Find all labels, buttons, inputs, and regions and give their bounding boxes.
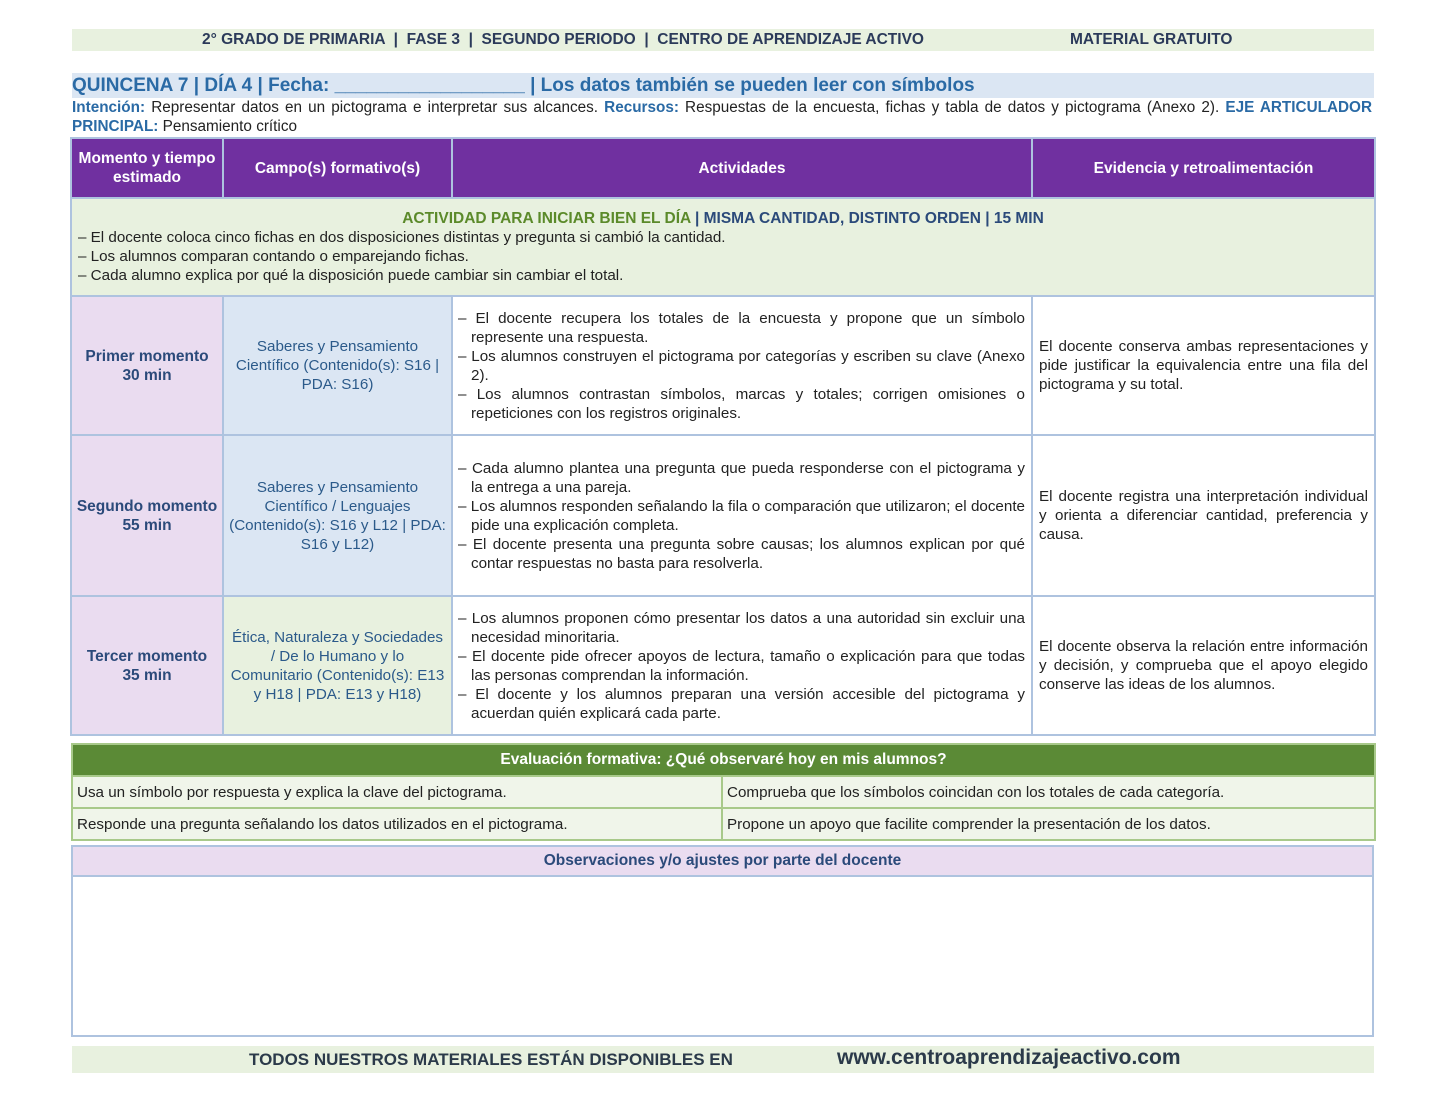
campo-cell: Saberes y Pensamiento Científico (Contenido(s): S16 | PDA: S16) [223,296,452,435]
evaluation-cell: Usa un símbolo por respuesta y explica la clave del pictograma. [72,776,722,808]
list-item: – El docente presenta una pregunta sobre causas; los alumnos explican por qué contar respuestas no basta para resolverla. [458,535,1025,572]
list-item: – Cada alumno explica por qué la disposición puede cambiar sin cambiar el total. [78,267,624,284]
evaluation-cell: Comprueba que los símbolos coincidan con los totales de cada categoría. [722,776,1375,808]
evaluation-title: Evaluación formativa: ¿Qué observaré hoy en mis alumnos? [72,744,1375,776]
list-item: – Los alumnos comparan contando o emparejando fichas. [78,248,469,265]
footer-url-link[interactable]: www.centroaprendizajeactivo.com [837,1046,1181,1069]
list-item: – Los alumnos contrastan símbolos, marcas y totales; corrigen omisiones o repeticiones con los registros originales. [458,385,1025,422]
evidence-cell: El docente observa la relación entre información y decisión, y comprueba que el apoyo elegido conserve las ideas de los alumnos. [1032,596,1375,735]
moment-cell [71,296,223,435]
campo-cell: Saberes y Pensamiento Científico / Lenguajes (Contenido(s): S16 y L12 | PDA: S16 y L12) [223,435,452,596]
evidence-cell: El docente conserva ambas representaciones y pide justificar la equivalencia entre una fila del pictograma y su total. [1032,296,1375,435]
eje-label: EJE ARTICULADOR PRINCIPAL: [72,99,1372,135]
list-item: – El docente y los alumnos preparan una versión accesible del pictograma y acuerdan quién explicará cada parte. [458,685,1025,722]
page-title: QUINCENA 7 | DÍA 4 | Fecha: __________________ | Los datos también se pueden leer con símbolos [72,73,1374,98]
list-item: – El docente pide ofrecer apoyos de lectura, tamaño o explicación para que todas las personas comprendan la información. [458,647,1025,684]
table-row [72,808,1375,840]
start-title-blue: | MISMA CANTIDAD, DISTINTO ORDEN | 15 MIN [690,210,1044,227]
list-item: – Los alumnos responden señalando la fila o comparación que utilizaron; el docente pide una explicación completa. [458,497,1025,534]
header-campo: Campo(s) formativo(s) [223,138,452,198]
start-title-green: ACTIVIDAD PARA INICIAR BIEN EL DÍA [402,210,691,227]
list-item: – Los alumnos proponen cómo presentar los datos a una autoridad sin excluir una necesidad minoritaria. [458,609,1025,646]
moment-label: Segundo momento [76,497,218,515]
header-moment: Momento y tiempo estimado [71,138,223,198]
start-activity-title [78,209,1368,228]
recursos-label: Recursos: [604,99,679,116]
header-evidence: Evidencia y retroalimentación [1032,138,1375,198]
moment-label: Primer momento [85,347,209,365]
header-bar [72,29,1374,51]
observations-box[interactable] [71,875,1374,1037]
campo-cell: Ética, Naturaleza y Sociedades / De lo Humano y lo Comunitario (Contenido(s): E13 y H18 | PDA: E13 y H18) [223,596,452,735]
header-activities: Actividades [452,138,1032,198]
activities-cell [452,296,1032,435]
evaluation-cell: Propone un apoyo que facilite comprender la presentación de los datos. [722,808,1375,840]
start-activity-row [71,198,1375,296]
recursos-text: Respuestas de la encuesta, fichas y tabla de datos y pictograma (Anexo 2). [678,99,1226,116]
table-row [71,435,1375,596]
table-row [72,776,1375,808]
list-item: – Cada alumno plantea una pregunta que pueda responderse con el pictograma y la entrega a una pareja. [458,459,1025,496]
list-item: – El docente coloca cinco fichas en dos disposiciones distintas y pregunta si cambió la cantidad. [78,229,726,246]
moment-cell [71,596,223,735]
start-activity [71,198,1375,296]
header-grade-info: 2° GRADO DE PRIMARIA | FASE 3 | SEGUNDO PERIODO | CENTRO DE APRENDIZAJE ACTIVO [202,31,924,48]
moment-time: 35 min [122,666,172,684]
moment-time: 55 min [122,516,172,534]
table-row [71,596,1375,735]
activities-cell [452,435,1032,596]
evaluation-table [71,743,1376,841]
header-free-material: MATERIAL GRATUITO [1070,31,1233,48]
observations-title: Observaciones y/o ajustes por parte del docente [71,845,1374,877]
table-row [71,296,1375,435]
planning-table [70,137,1376,736]
intencion-text: Representar datos en un pictograma e interpretar sus alcances. [145,99,605,116]
moment-time: 30 min [122,366,172,384]
intent-paragraph [72,98,1372,136]
eje-text: Pensamiento crítico [158,118,297,135]
table-header-row [71,138,1375,198]
intencion-label: Intención: [72,99,146,116]
activities-cell [452,596,1032,735]
footer-bar [72,1046,1374,1073]
evidence-cell: El docente registra una interpretación individual y orienta a diferenciar cantidad, preferencia y causa. [1032,435,1375,596]
list-item: – Los alumnos construyen el pictograma por categorías y escriben su clave (Anexo 2). [458,347,1025,384]
moment-label: Tercer momento [86,647,208,665]
moment-cell [71,435,223,596]
list-item: – El docente recupera los totales de la encuesta y propone que un símbolo represente una respuesta. [458,309,1025,346]
footer-text: TODOS NUESTROS MATERIALES ESTÁN DISPONIBLES EN [249,1050,733,1069]
evaluation-cell: Responde una pregunta señalando los datos utilizados en el pictograma. [72,808,722,840]
